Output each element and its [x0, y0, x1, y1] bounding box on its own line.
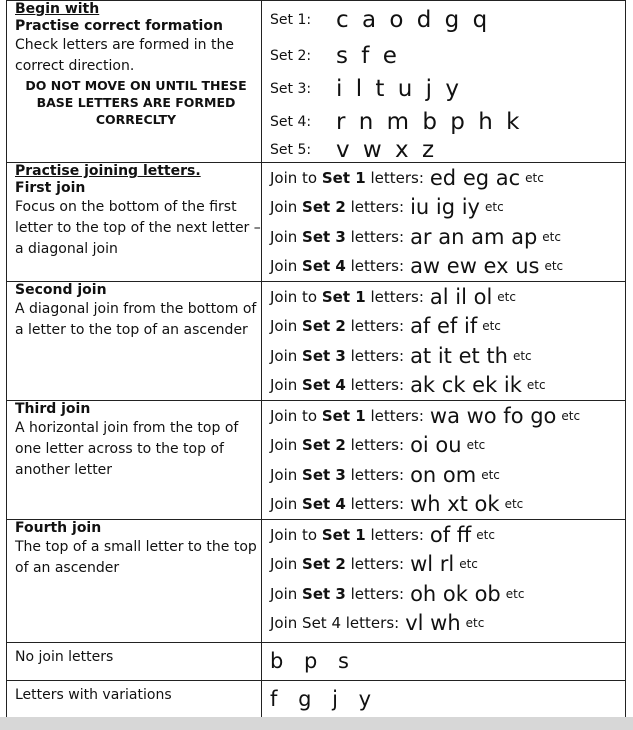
join-description-cell — [7, 282, 262, 401]
set-row — [270, 72, 625, 105]
join-examples: on om — [410, 462, 477, 487]
set-label: Set 5: — [270, 142, 312, 158]
join-examples: ar an am ap — [410, 224, 538, 249]
join-instruction — [270, 614, 399, 632]
variations-row — [7, 681, 626, 721]
etc-label: etc — [482, 319, 501, 334]
set-row — [270, 138, 625, 162]
etc-label: etc — [504, 497, 524, 512]
join-instruction — [270, 526, 424, 544]
set-letters: v w x z — [336, 137, 438, 163]
join-suffix: letters: — [365, 168, 424, 187]
join-example-row — [270, 222, 625, 252]
etc-label: etc — [481, 467, 500, 482]
join-example-row — [270, 163, 625, 193]
join-instruction — [270, 585, 404, 603]
practise-joining-heading: Practise joining letters. — [15, 163, 201, 179]
set-name: Set 2 — [302, 317, 346, 336]
join-prefix: Join — [270, 346, 303, 365]
set-label: Set 2: — [270, 47, 312, 64]
join-suffix: letters: — [345, 555, 405, 574]
join-description: Focus on the bottom of the first letter to the top of the next letter – a diagonal join — [15, 199, 261, 257]
etc-label: etc — [544, 259, 564, 274]
set-name: Set 3 — [302, 227, 346, 246]
join-suffix: letters: — [345, 584, 405, 603]
letter-sets-cell — [262, 1, 626, 163]
etc-label: etc — [526, 378, 546, 393]
join-suffix: letters: — [345, 465, 405, 484]
first-join-row — [7, 163, 626, 282]
set-letters: c a o d g q — [336, 7, 491, 33]
formation-text: Check letters are formed in the correct direction. — [15, 37, 234, 74]
etc-label: etc — [459, 557, 478, 572]
join-example-row — [270, 609, 625, 639]
begin-heading: Begin with — [15, 1, 100, 17]
join-prefix: Join to — [270, 406, 322, 425]
set-name: Set 1 — [321, 525, 366, 544]
etc-label: etc — [525, 170, 544, 185]
join-example-row — [270, 520, 625, 550]
join-suffix: letters: — [365, 406, 424, 425]
join-suffix: letters: — [365, 287, 424, 306]
join-prefix: Join — [270, 555, 303, 574]
set-name: Set 4 — [302, 376, 346, 395]
join-prefix: Join — [270, 495, 303, 514]
join-title: First join — [15, 180, 86, 196]
join-instruction — [270, 257, 404, 275]
join-example-row — [270, 550, 625, 580]
join-description-cell — [7, 401, 262, 520]
etc-label: etc — [484, 200, 504, 215]
set-name: Set 1 — [321, 287, 366, 306]
join-instruction — [270, 407, 424, 425]
join-description: A horizontal join from the top of one letter across to the top of another letter — [15, 420, 239, 478]
no-join-label-cell — [7, 643, 262, 681]
set-row — [270, 39, 625, 72]
join-example-row — [270, 401, 625, 431]
join-example-row — [270, 252, 625, 282]
warning-text: DO NOT MOVE ON UNTIL THESE BASE LETTERS ARE FORMED CORRECLTY — [25, 78, 247, 127]
join-suffix: letters: — [345, 317, 405, 336]
variations-label-cell — [7, 681, 262, 721]
set-label: Set 4: — [270, 113, 312, 130]
join-examples: wh xt ok — [410, 492, 500, 517]
join-example-row — [270, 312, 625, 342]
set-name: Set 4 — [302, 495, 346, 514]
join-suffix: letters: — [345, 257, 405, 276]
etc-label: etc — [465, 616, 485, 631]
join-examples: of ff — [429, 522, 472, 547]
join-suffix: letters: — [345, 436, 405, 455]
join-prefix: Join — [270, 257, 303, 276]
join-description-cell — [7, 163, 262, 282]
set-name: Set 3 — [302, 346, 346, 365]
join-prefix: Join — [270, 584, 303, 603]
etc-label: etc — [476, 527, 495, 542]
variation-letters: f g j y — [270, 687, 372, 711]
set-name: Set 2 — [302, 436, 346, 455]
no-join-label: No join letters — [15, 649, 114, 665]
set-name: Set 4 — [302, 614, 341, 633]
set-label: Set 3: — [270, 80, 312, 97]
set-name: Set 4 — [302, 257, 346, 276]
join-instruction — [270, 228, 404, 246]
join-prefix: Join — [270, 317, 303, 336]
set-name: Set 1 — [321, 406, 366, 425]
join-examples: wl rl — [410, 552, 455, 577]
set-name: Set 1 — [321, 168, 366, 187]
etc-label: etc — [512, 348, 532, 363]
join-instruction — [270, 347, 404, 365]
join-prefix: Join — [270, 198, 303, 217]
join-examples: oi ou — [410, 433, 462, 458]
join-suffix: letters: — [345, 346, 405, 365]
set-letters: r n m b p h k — [336, 108, 523, 135]
join-instruction — [270, 317, 404, 335]
join-title: Fourth join — [15, 520, 102, 536]
join-examples: oh ok ob — [410, 581, 501, 606]
set-name: Set 2 — [302, 555, 346, 574]
join-suffix: letters: — [345, 376, 405, 395]
join-suffix: letters: — [345, 227, 405, 246]
set-name: Set 2 — [302, 198, 346, 217]
join-examples-cell — [262, 163, 626, 282]
join-instruction — [270, 169, 424, 187]
set-label: Set 1: — [270, 12, 312, 28]
join-suffix: letters: — [365, 525, 424, 544]
no-join-letters: b p s — [270, 649, 349, 673]
no-join-letters-cell — [262, 643, 626, 681]
variations-label: Letters with variations — [15, 687, 172, 703]
join-instruction — [270, 198, 404, 216]
join-example-row — [270, 490, 625, 520]
join-instruction — [270, 288, 424, 306]
join-prefix: Join — [270, 465, 303, 484]
join-suffix: letters: — [345, 198, 405, 217]
join-suffix: letters: — [345, 495, 405, 514]
join-examples: wa wo fo go — [429, 403, 557, 428]
join-example-row — [270, 431, 625, 461]
join-examples: aw ew ex us — [410, 254, 540, 279]
join-examples: at it et th — [410, 343, 508, 368]
join-examples: ed eg ac — [429, 165, 521, 190]
join-prefix: Join — [270, 227, 303, 246]
join-prefix: Join to — [270, 168, 322, 187]
no-join-letters-row — [270, 643, 625, 679]
etc-label: etc — [505, 586, 525, 601]
variations-letters-cell — [262, 681, 626, 721]
etc-label: etc — [542, 229, 561, 244]
set-row — [270, 105, 625, 138]
join-prefix: Join to — [270, 287, 322, 306]
join-prefix: Join — [270, 436, 303, 455]
set-row — [270, 1, 625, 39]
etc-label: etc — [497, 289, 516, 304]
join-instruction — [270, 436, 404, 454]
set-letters: i l t u j y — [336, 75, 462, 102]
set-name: Set 3 — [302, 465, 346, 484]
set-letters: s f e — [336, 42, 400, 69]
bottom-shadow-strip — [0, 717, 633, 730]
join-description: A diagonal join from the bottom of a letter to the top of an ascender — [15, 301, 257, 338]
variations-letters-row — [270, 681, 625, 717]
join-examples: af ef if — [410, 314, 478, 339]
join-instruction — [270, 495, 404, 513]
second-join-row — [7, 282, 626, 401]
join-example-row — [270, 460, 625, 490]
join-examples: al il ol — [429, 284, 493, 309]
join-examples: vl wh — [405, 611, 461, 636]
join-examples: ak ck ek ik — [410, 373, 522, 398]
formation-heading: Practise correct formation — [15, 18, 223, 34]
join-examples-cell — [262, 282, 626, 401]
join-example-row — [270, 341, 625, 371]
handwriting-table — [6, 0, 626, 721]
join-instruction — [270, 376, 404, 394]
join-instruction — [270, 555, 404, 573]
join-examples-cell — [262, 401, 626, 520]
join-example-row — [270, 282, 625, 312]
set-name: Set 3 — [302, 584, 346, 603]
fourth-join-row — [7, 520, 626, 643]
join-example-row — [270, 193, 625, 223]
join-examples-cell — [262, 520, 626, 643]
join-description-cell — [7, 520, 262, 643]
join-example-row — [270, 371, 625, 401]
join-prefix: Join to — [270, 525, 322, 544]
etc-label: etc — [561, 408, 581, 423]
etc-label: etc — [466, 438, 486, 453]
basics-row — [7, 1, 626, 163]
join-title: Second join — [15, 282, 107, 298]
join-title: Third join — [15, 401, 91, 417]
join-examples: iu ig iy — [410, 195, 480, 220]
join-prefix: Join — [270, 614, 303, 633]
join-prefix: Join — [270, 376, 303, 395]
join-suffix: letters: — [341, 614, 400, 633]
no-join-row — [7, 643, 626, 681]
join-example-row — [270, 579, 625, 609]
join-instruction — [270, 466, 404, 484]
third-join-row — [7, 401, 626, 520]
basics-description-cell — [7, 1, 262, 163]
join-description: The top of a small letter to the top of an ascender — [15, 539, 257, 576]
